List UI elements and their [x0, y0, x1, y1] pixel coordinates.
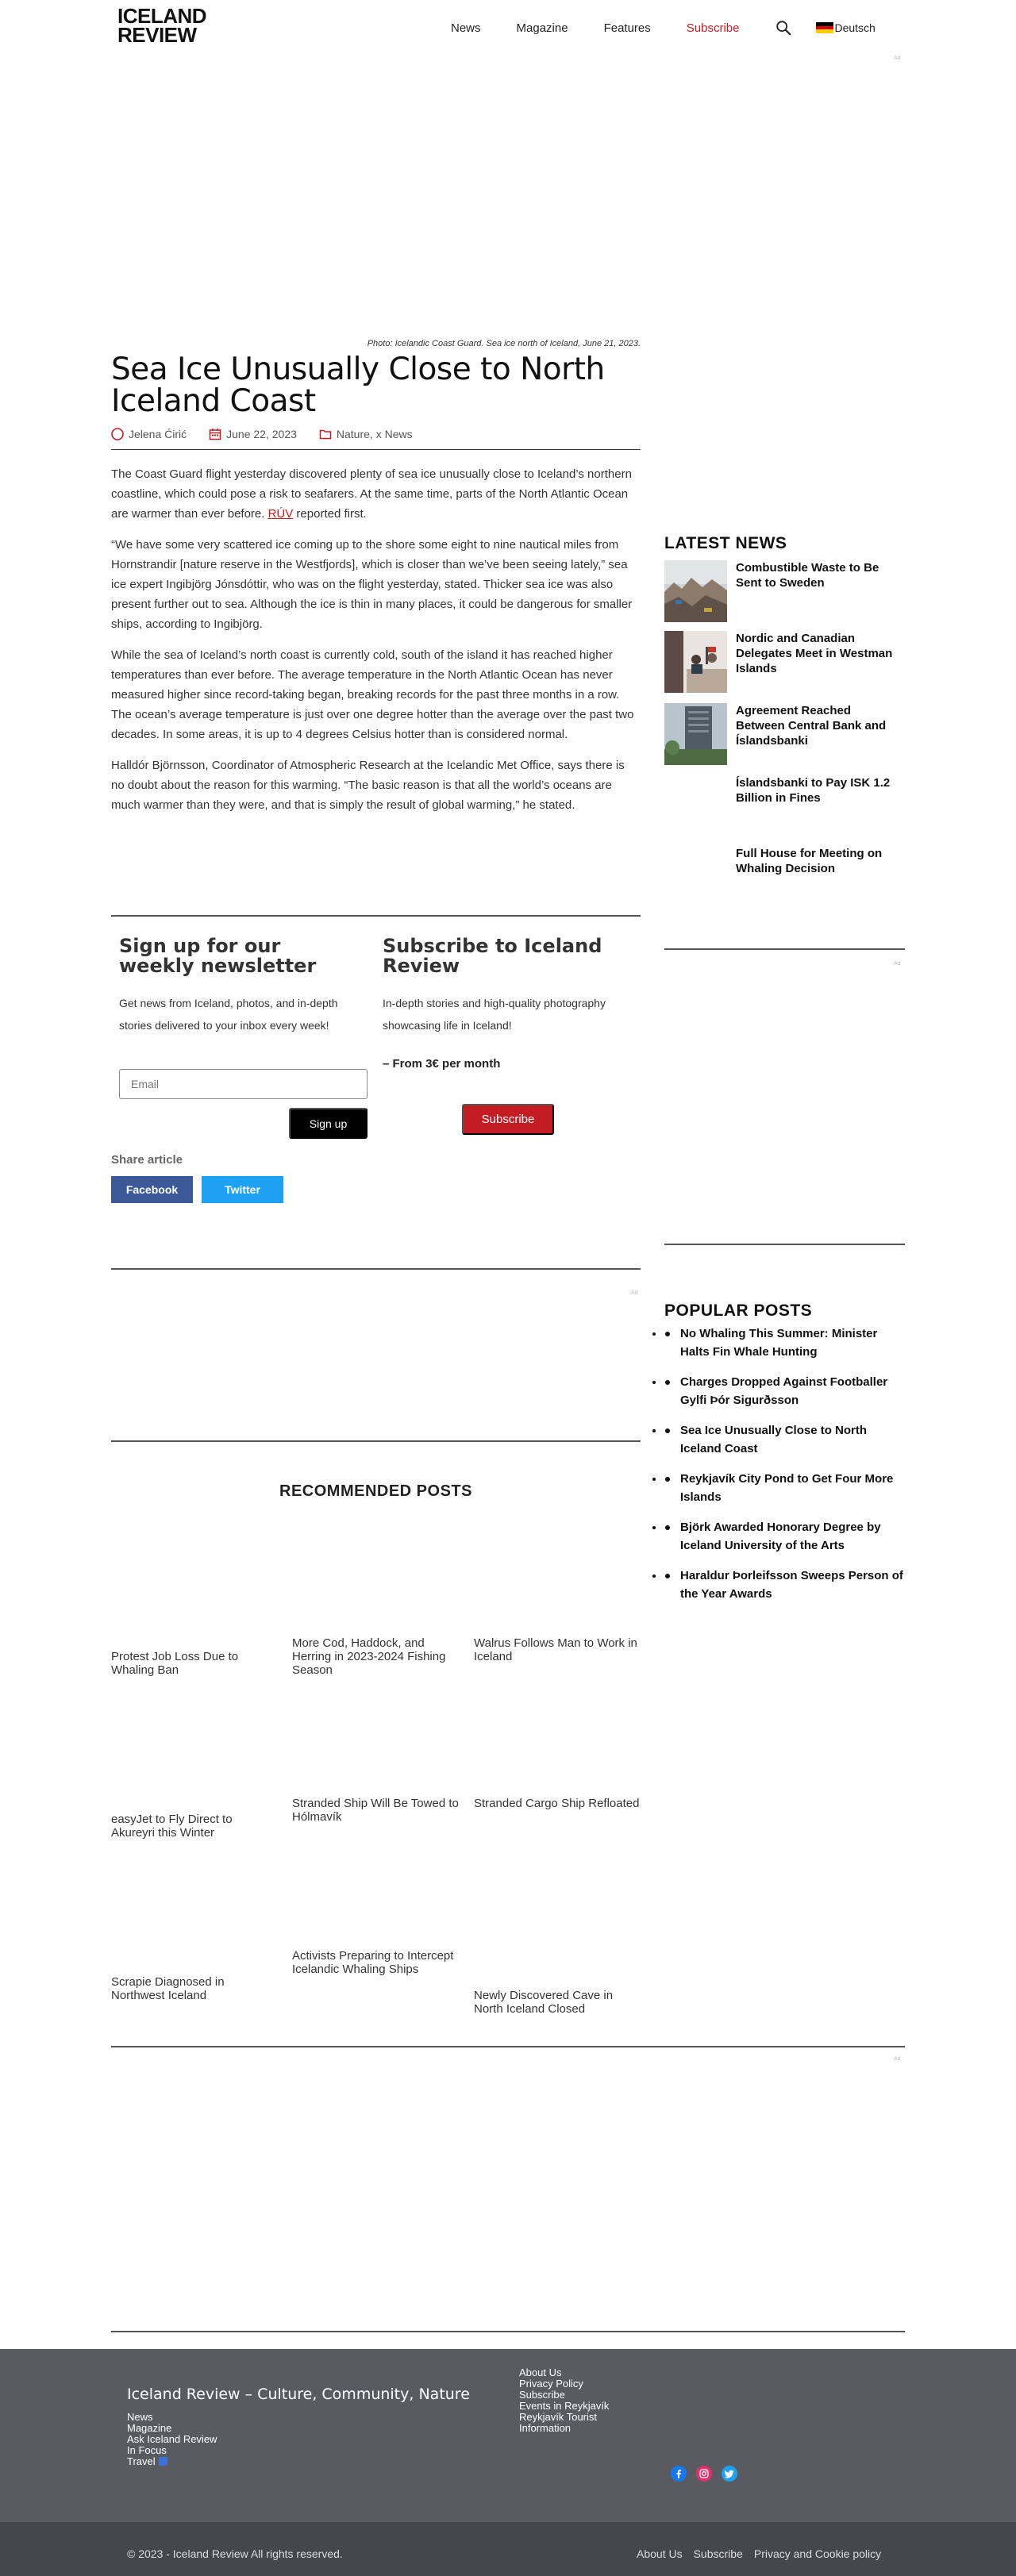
latest-news-item[interactable]: [664, 775, 905, 837]
divider: [111, 1268, 641, 1270]
category-text: Nature, x News: [336, 428, 413, 440]
popular-post[interactable]: • Haraldur Þorleifsson Sweeps Person of the Year Awards: [664, 1567, 905, 1603]
footer-link[interactable]: Magazine: [127, 2422, 172, 2434]
instagram-icon[interactable]: [696, 2466, 712, 2482]
latest-news-title: Íslandsbanki to Pay ISK 1.2 Billion in Fines: [736, 776, 891, 805]
facebook-glyph: [674, 2469, 683, 2478]
sign-up-button[interactable]: Sign up: [289, 1108, 368, 1139]
nav-subscribe[interactable]: Subscribe: [686, 21, 740, 35]
newsletter-text: Get news from Iceland, photos, and in-depth stories delivered to your inbox every week!: [119, 997, 338, 1032]
popular-post[interactable]: • Charges Dropped Against Footballer Gylfi Þór Sigurðsson: [664, 1373, 905, 1409]
nav-news[interactable]: News: [451, 21, 481, 35]
news-thumbnail: [664, 560, 727, 622]
newsletter-title: Sign up for our weekly newsletter: [119, 935, 317, 977]
external-link-icon: [159, 2457, 167, 2466]
site-logo[interactable]: [117, 4, 207, 47]
footer-link[interactable]: Events in Reykjavík: [519, 2400, 610, 2412]
recommended-post[interactable]: Walrus Follows Man to Work in Iceland: [474, 1636, 637, 1663]
folder-icon: [319, 428, 332, 440]
site-header: [0, 0, 1016, 54]
ad-label: Ad: [894, 961, 901, 967]
subscription-price: – From 3€ per month: [383, 1057, 501, 1071]
recommended-post[interactable]: Newly Discovered Cave in North Iceland Closed: [474, 1989, 614, 2016]
bullet: [665, 1380, 670, 1385]
nav-magazine[interactable]: Magazine: [516, 21, 568, 35]
search-icon[interactable]: [775, 19, 792, 37]
recommended-post[interactable]: easyJet to Fly Direct to Akureyri this Winter: [111, 1813, 233, 1840]
date-text: June 22, 2023: [226, 428, 297, 440]
twitter-icon[interactable]: [722, 2466, 737, 2482]
ruv-link[interactable]: RÚV: [267, 507, 294, 521]
footer-link[interactable]: Subscribe: [519, 2389, 565, 2401]
copyright: © 2023 - Iceland Review All rights reserved.: [127, 2547, 343, 2560]
divider: [111, 915, 641, 917]
main-nav: [451, 19, 876, 37]
recommended-heading: RECOMMENDED POSTS: [279, 1482, 472, 1500]
bullet: [665, 1477, 670, 1482]
ad-label: Ad: [894, 2056, 901, 2062]
share-label: Share article: [111, 1153, 183, 1167]
footer-links-col1: [127, 2412, 217, 2467]
language-switch[interactable]: [816, 21, 875, 34]
ad-label: Ad: [894, 56, 901, 61]
news-thumbnail: [664, 703, 727, 765]
german-flag-icon: [816, 22, 833, 33]
latest-news-title: Combustible Waste to Be Sent to Sweden: [736, 561, 879, 590]
divider: [664, 948, 905, 950]
article-body: [111, 464, 641, 826]
recommended-post[interactable]: More Cod, Haddock, and Herring in 2023-2024 Fishing Season: [292, 1636, 446, 1677]
latest-news-title: Full House for Meeting on Whaling Decision: [736, 847, 883, 875]
share-twitter-button[interactable]: Twitter: [202, 1176, 283, 1203]
footer-link[interactable]: Ask Iceland Review: [127, 2433, 217, 2445]
latest-news-heading: LATEST NEWS: [664, 534, 787, 552]
news-thumbnail: [664, 631, 727, 693]
divider: [111, 2046, 905, 2047]
footer-bottom-link[interactable]: About Us: [637, 2547, 683, 2560]
footer-links-col2: [519, 2367, 622, 2434]
latest-news-title: Agreement Reached Between Central Bank and Íslandsbanki: [736, 704, 887, 748]
category-links[interactable]: [319, 428, 413, 440]
latest-news-item[interactable]: [664, 703, 905, 765]
facebook-icon[interactable]: [671, 2466, 687, 2482]
nav-features[interactable]: Features: [603, 21, 651, 35]
bullet: [665, 1428, 670, 1433]
photo-caption: Photo: Icelandic Coast Guard. Sea ice north of Iceland, June 21, 2023.: [367, 339, 641, 348]
footer-bottom-links: [637, 2547, 892, 2560]
popular-posts-heading: POPULAR POSTS: [664, 1301, 813, 1320]
calendar-icon: [209, 428, 221, 440]
latest-news-item[interactable]: [664, 631, 905, 693]
logo-line-1: ICELAND: [117, 4, 207, 28]
footer-link[interactable]: Travel: [127, 2455, 156, 2467]
popular-posts-list: [664, 1325, 905, 1615]
subscription-title: Subscribe to Iceland Review: [383, 935, 602, 977]
paragraph: Halldór Björnsson, Coordinator of Atmospheric Research at the Icelandic Met Office, says there is no doubt about the reason for this warming. “The basic reason is that all the world’s oceans are much warmer than they were, and that is simply the result of global warming,” he stated.: [111, 759, 625, 812]
language-label: Deutsch: [834, 21, 876, 34]
footer-link[interactable]: Privacy Policy: [519, 2378, 583, 2390]
twitter-glyph: [725, 2469, 734, 2478]
latest-news-title: Nordic and Canadian Delegates Meet in Westman Islands: [736, 632, 893, 675]
popular-post[interactable]: • No Whaling This Summer: Minister Halts Fin Whale Hunting: [664, 1325, 905, 1361]
bullet: [665, 1332, 670, 1336]
divider: [111, 1440, 641, 1442]
divider: [664, 1244, 905, 1245]
popular-post[interactable]: • Reykjavík City Pond to Get Four More Islands: [664, 1470, 905, 1506]
paragraph: While the sea of Iceland’s north coast is currently cold, south of the island it has reached higher temperatures than ever before. The average temperature in the North Atlantic Ocean has never measured higher since record-taking began, breaking records for the past three months in a row. The ocean’s average temperature is just over one degree hotter than the average over the past two decades. In some areas, it is up to 4 degrees Celsius hotter than is considered normal.: [111, 648, 634, 741]
footer-title: Iceland Review – Culture, Community, Nature: [127, 2386, 470, 2403]
footer-bottom-link[interactable]: Subscribe: [693, 2547, 743, 2560]
email-field[interactable]: [119, 1069, 368, 1099]
user-icon: [111, 428, 124, 440]
popular-post[interactable]: • Sea Ice Unusually Close to North Iceland Coast: [664, 1421, 905, 1458]
latest-news-item[interactable]: [664, 846, 905, 908]
instagram-glyph: [699, 2469, 709, 2478]
ad-label: Ad: [631, 1290, 638, 1296]
author-link[interactable]: [111, 428, 187, 440]
paragraph: The Coast Guard flight yesterday discovered plenty of sea ice unusually close to Iceland’s northern coastline, which could pose a risk to seafarers. At the same time, parts of the North Atlantic Ocean are warmer than ever before. RÚV reported first.: [111, 467, 632, 521]
bullet: [665, 1525, 670, 1530]
logo-line-2: REVIEW: [117, 23, 197, 47]
bullet: [665, 1574, 670, 1578]
footer-bottom-link[interactable]: Privacy and Cookie policy: [753, 2547, 882, 2560]
publish-date: [209, 428, 297, 440]
latest-news-item[interactable]: [664, 560, 905, 622]
article-meta: [111, 428, 641, 450]
subscribe-button[interactable]: Subscribe: [462, 1104, 554, 1135]
subscription-text: In-depth stories and high-quality photography showcasing life in Iceland!: [383, 997, 606, 1032]
recommended-post[interactable]: Scrapie Diagnosed in Northwest Iceland: [111, 1975, 225, 2002]
recommended-post[interactable]: Protest Job Loss Due to Whaling Ban: [111, 1650, 239, 1677]
recommended-post[interactable]: Stranded Ship Will Be Towed to Hólmavík: [292, 1797, 459, 1824]
footer-link[interactable]: In Focus: [127, 2444, 167, 2456]
footer-link[interactable]: About Us: [519, 2366, 562, 2378]
popular-post[interactable]: • Björk Awarded Honorary Degree by Iceland University of the Arts: [664, 1518, 905, 1555]
share-facebook-button[interactable]: Facebook: [111, 1176, 193, 1203]
recommended-post[interactable]: Activists Preparing to Intercept Icelandic Whaling Ships: [292, 1949, 454, 1976]
footer-link[interactable]: Reykjavík Tourist Information: [519, 2411, 598, 2434]
article-title: Sea Ice Unusually Close to North Iceland Coast: [111, 352, 605, 419]
divider: [111, 2331, 905, 2332]
author-name: Jelena Ćirić: [129, 428, 187, 440]
paragraph: “We have some very scattered ice coming up to the shore some eight to nine nautical miles from Hornstrandir [nature reserve in the Westfjords], which is closer than we’ve been seeing lately,” sea ice expert Ingibjörg Jónsdóttir, who was on the flight yesterday, stated. Thicker sea ice was also present further out to sea. Although the ice is thin in many places, it could be dangerous for smaller ships, according to Ingibjörg.: [111, 538, 633, 631]
footer-link[interactable]: News: [127, 2411, 153, 2423]
recommended-post[interactable]: Stranded Cargo Ship Refloated: [474, 1797, 640, 1810]
